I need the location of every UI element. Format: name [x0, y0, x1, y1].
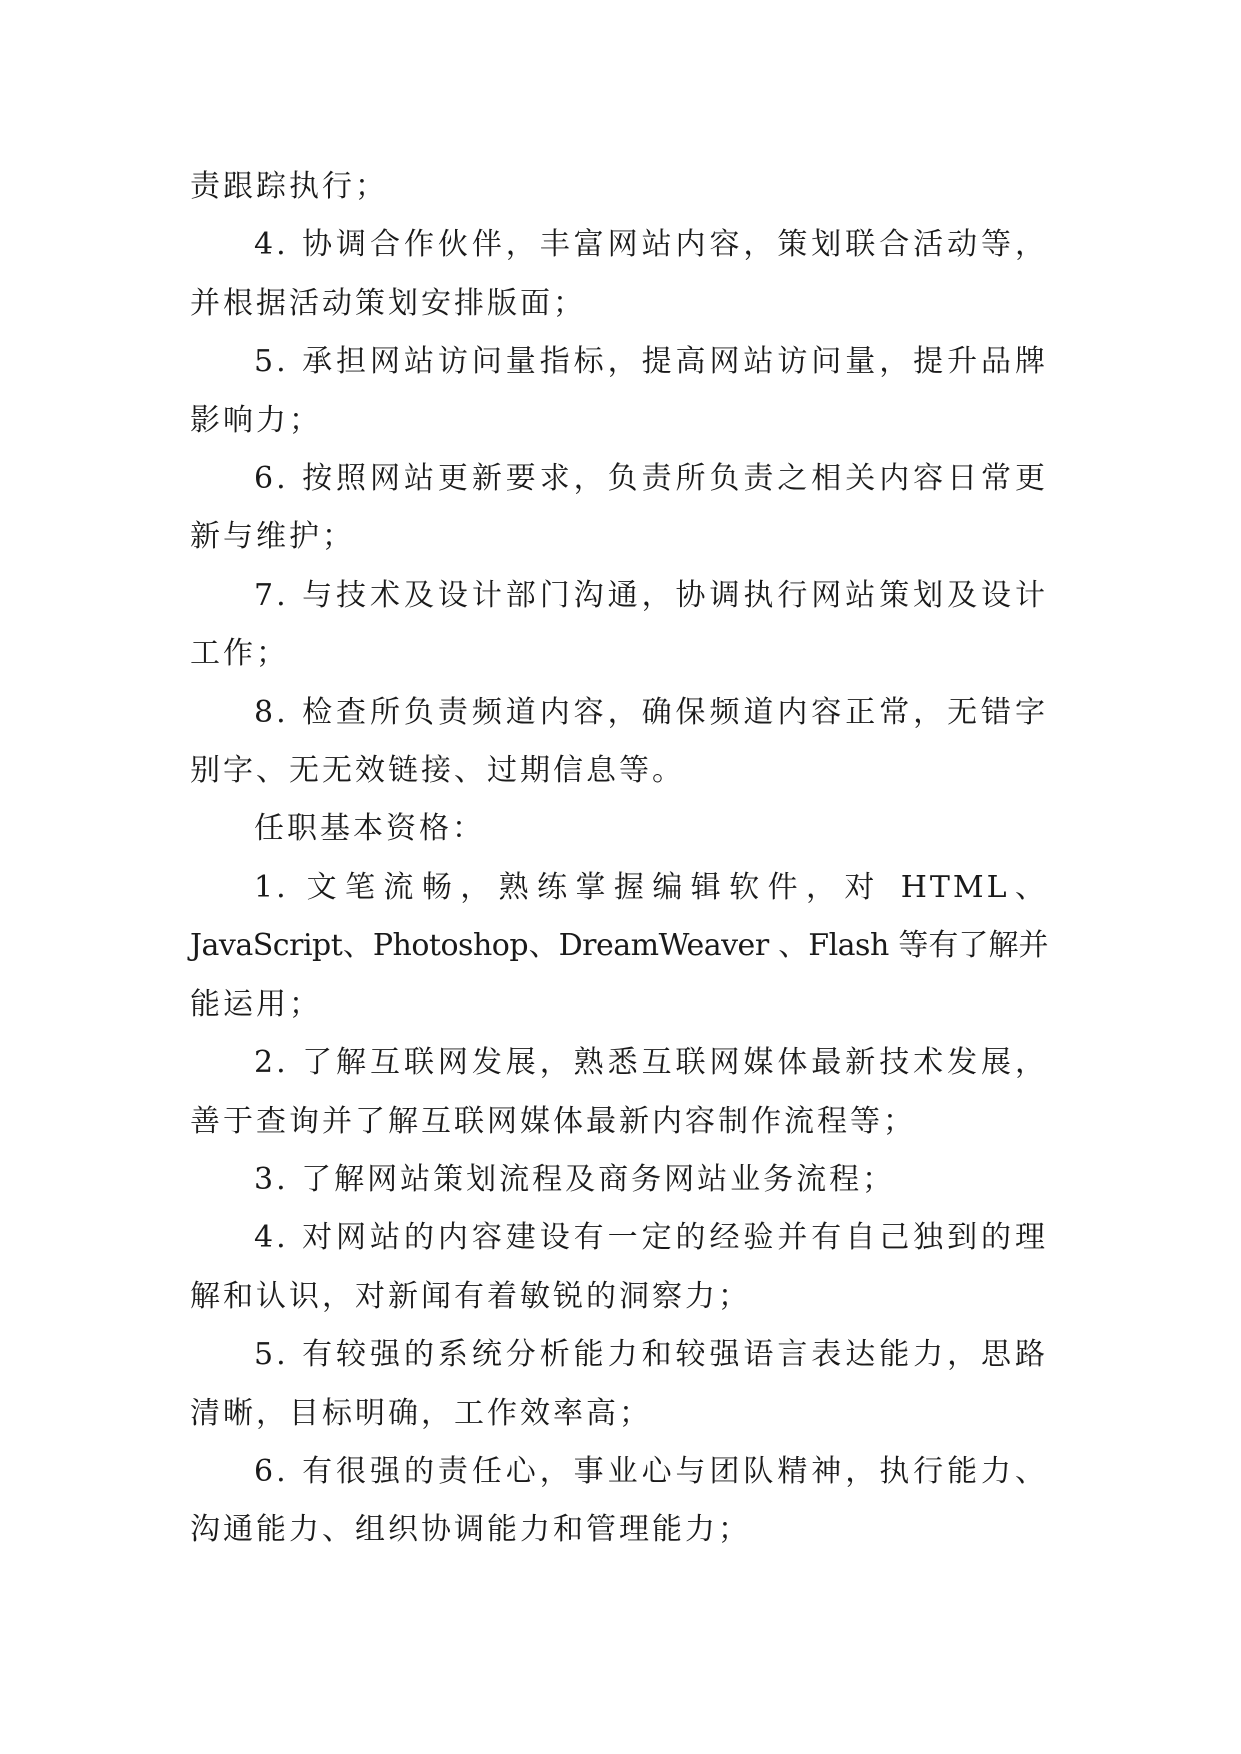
text-line: 并根据活动策划安排版面； — [190, 285, 586, 321]
text-line: 5. 有较强的系统分析能力和较强语言表达能力，思路 — [254, 1337, 1048, 1373]
text-line: 4. 对网站的内容建设有一定的经验并有自己独到的理 — [254, 1220, 1048, 1256]
text-line: 能运用； — [190, 986, 322, 1022]
document-body — [190, 158, 1048, 1560]
text-line: 5. 承担网站访问量指标，提高网站访问量，提升品牌 — [254, 344, 1048, 380]
text-line: 别字、无无效链接、过期信息等。 — [190, 753, 685, 789]
text-line: 沟通能力、组织协调能力和管理能力； — [190, 1512, 751, 1548]
text-line: 6. 按照网站更新要求，负责所负责之相关内容日常更 — [254, 461, 1048, 497]
text-line: 1. 文笔流畅，熟练掌握编辑软件，对 HTML、 — [254, 869, 1048, 905]
text-line: 6. 有很强的责任心，事业心与团队精神，执行能力、 — [254, 1453, 1048, 1489]
section-heading: 任职基本资格： — [254, 811, 485, 847]
text-line: JavaScript、Photoshop、DreamWeaver 、Flash 等有了解并 — [190, 928, 1048, 964]
text-line: 清晰，目标明确，工作效率高； — [190, 1395, 652, 1431]
text-line: 2. 了解互联网发展，熟悉互联网媒体最新技术发展， — [254, 1045, 1048, 1081]
text-line: 8. 检查所负责频道内容，确保频道内容正常，无错字 — [254, 694, 1048, 730]
text-line: 善于查询并了解互联网媒体最新内容制作流程等； — [190, 1103, 916, 1139]
text-line: 4. 协调合作伙伴，丰富网站内容，策划联合活动等， — [254, 227, 1048, 263]
text-line: 工作； — [190, 636, 289, 672]
text-line: 影响力； — [190, 402, 322, 438]
text-line: 新与维护； — [190, 519, 355, 555]
text-line: 3. 了解网站策划流程及商务网站业务流程； — [254, 1161, 896, 1197]
text-line: 解和认识，对新闻有着敏锐的洞察力； — [190, 1278, 751, 1314]
text-line: 责跟踪执行； — [190, 169, 388, 204]
text-line: 7. 与技术及设计部门沟通，协调执行网站策划及设计 — [254, 577, 1048, 613]
